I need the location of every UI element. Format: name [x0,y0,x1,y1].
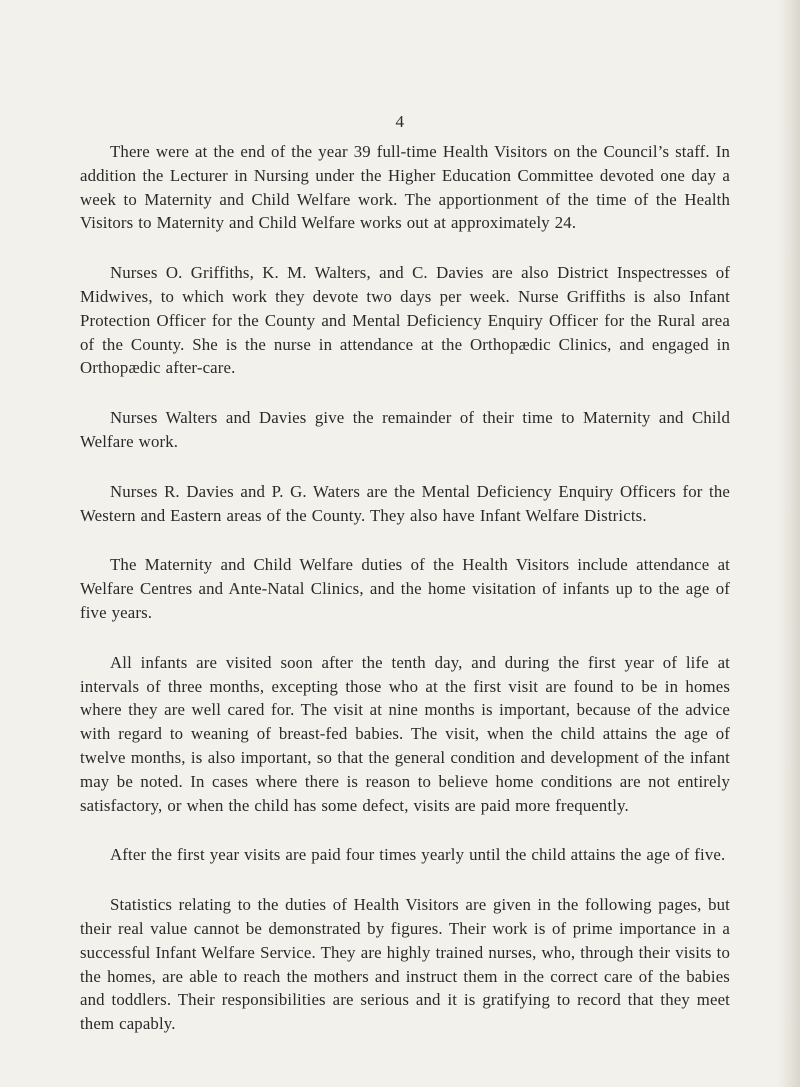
page-number: 4 [395,112,405,131]
paragraph-infant-visits: All infants are visited soon after the tenth day, and during the first year of life at intervals of three months, excepting those who at the first visit are found to be in homes where they are well cared for. The visit at nine months is important, because of the advice with regard to weaning of breast-fed babies. The visit, when the child attains the age of twelve months, is also important, so that the general condition and development of the infant may be noted. In cases where there is reason to believe home conditions are not entirely satisfactory, or when the child has some defect, visits are paid more frequently. [80,652,730,815]
paragraph-welfare-duties: The Maternity and Child Welfare duties of the Health Visitors include attendance at Welfare Centres and Ante-Natal Clinics, and the home visitation of infants up to the age of five years. [80,555,730,622]
body-text [80,140,730,1062]
paragraph-health-visitors-staff: There were at the end of the year 39 full-time Health Visitors on the Council’s staff. In addition the Lecturer in Nursing under the Higher Education Committee devoted one day a week to Maternity and Child Welfare work. The apportionment of the time of the Health Visitors to Maternity and Child Welfare works out at approximately 24. [80,142,730,233]
page-edge-shadow [778,0,800,1087]
paragraph-after-first-year: After the first year visits are paid four times yearly until the child attains the age of five. [110,845,726,865]
paragraph-statistics: Statistics relating to the duties of Health Visitors are given in the following pages, but their real value cannot be demonstrated by figures. Their work is of prime importance in a successful Infant Welfare Service. They are highly trained nurses, who, through their visits to the homes, are able to reach the mothers and instruct them in the correct care of the babies and toddlers. Their responsibilities are serious and it is gratifying to record that they meet them capably. [80,895,730,1034]
paragraph-mental-deficiency-officers: Nurses R. Davies and P. G. Waters are the Mental Deficiency Enquiry Officers for the Western and Eastern areas of the County. They also have Infant Welfare Districts. [80,481,730,525]
paragraph-district-inspectresses: Nurses O. Griffiths, K. M. Walters, and C. Davies are also District Inspectresses of Midwives, to which work they devote two days per week. Nurse Griffiths is also Infant Protection Officer for the County and Mental Deficiency Enquiry Officer for the Rural area of the County. She is the nurse in attendance at the Orthopædic Clinics, and engaged in Orthopædic after-care. [80,263,730,378]
paragraph-walters-davies: Nurses Walters and Davies give the remainder of their time to Maternity and Child Welfare work. [80,408,730,451]
